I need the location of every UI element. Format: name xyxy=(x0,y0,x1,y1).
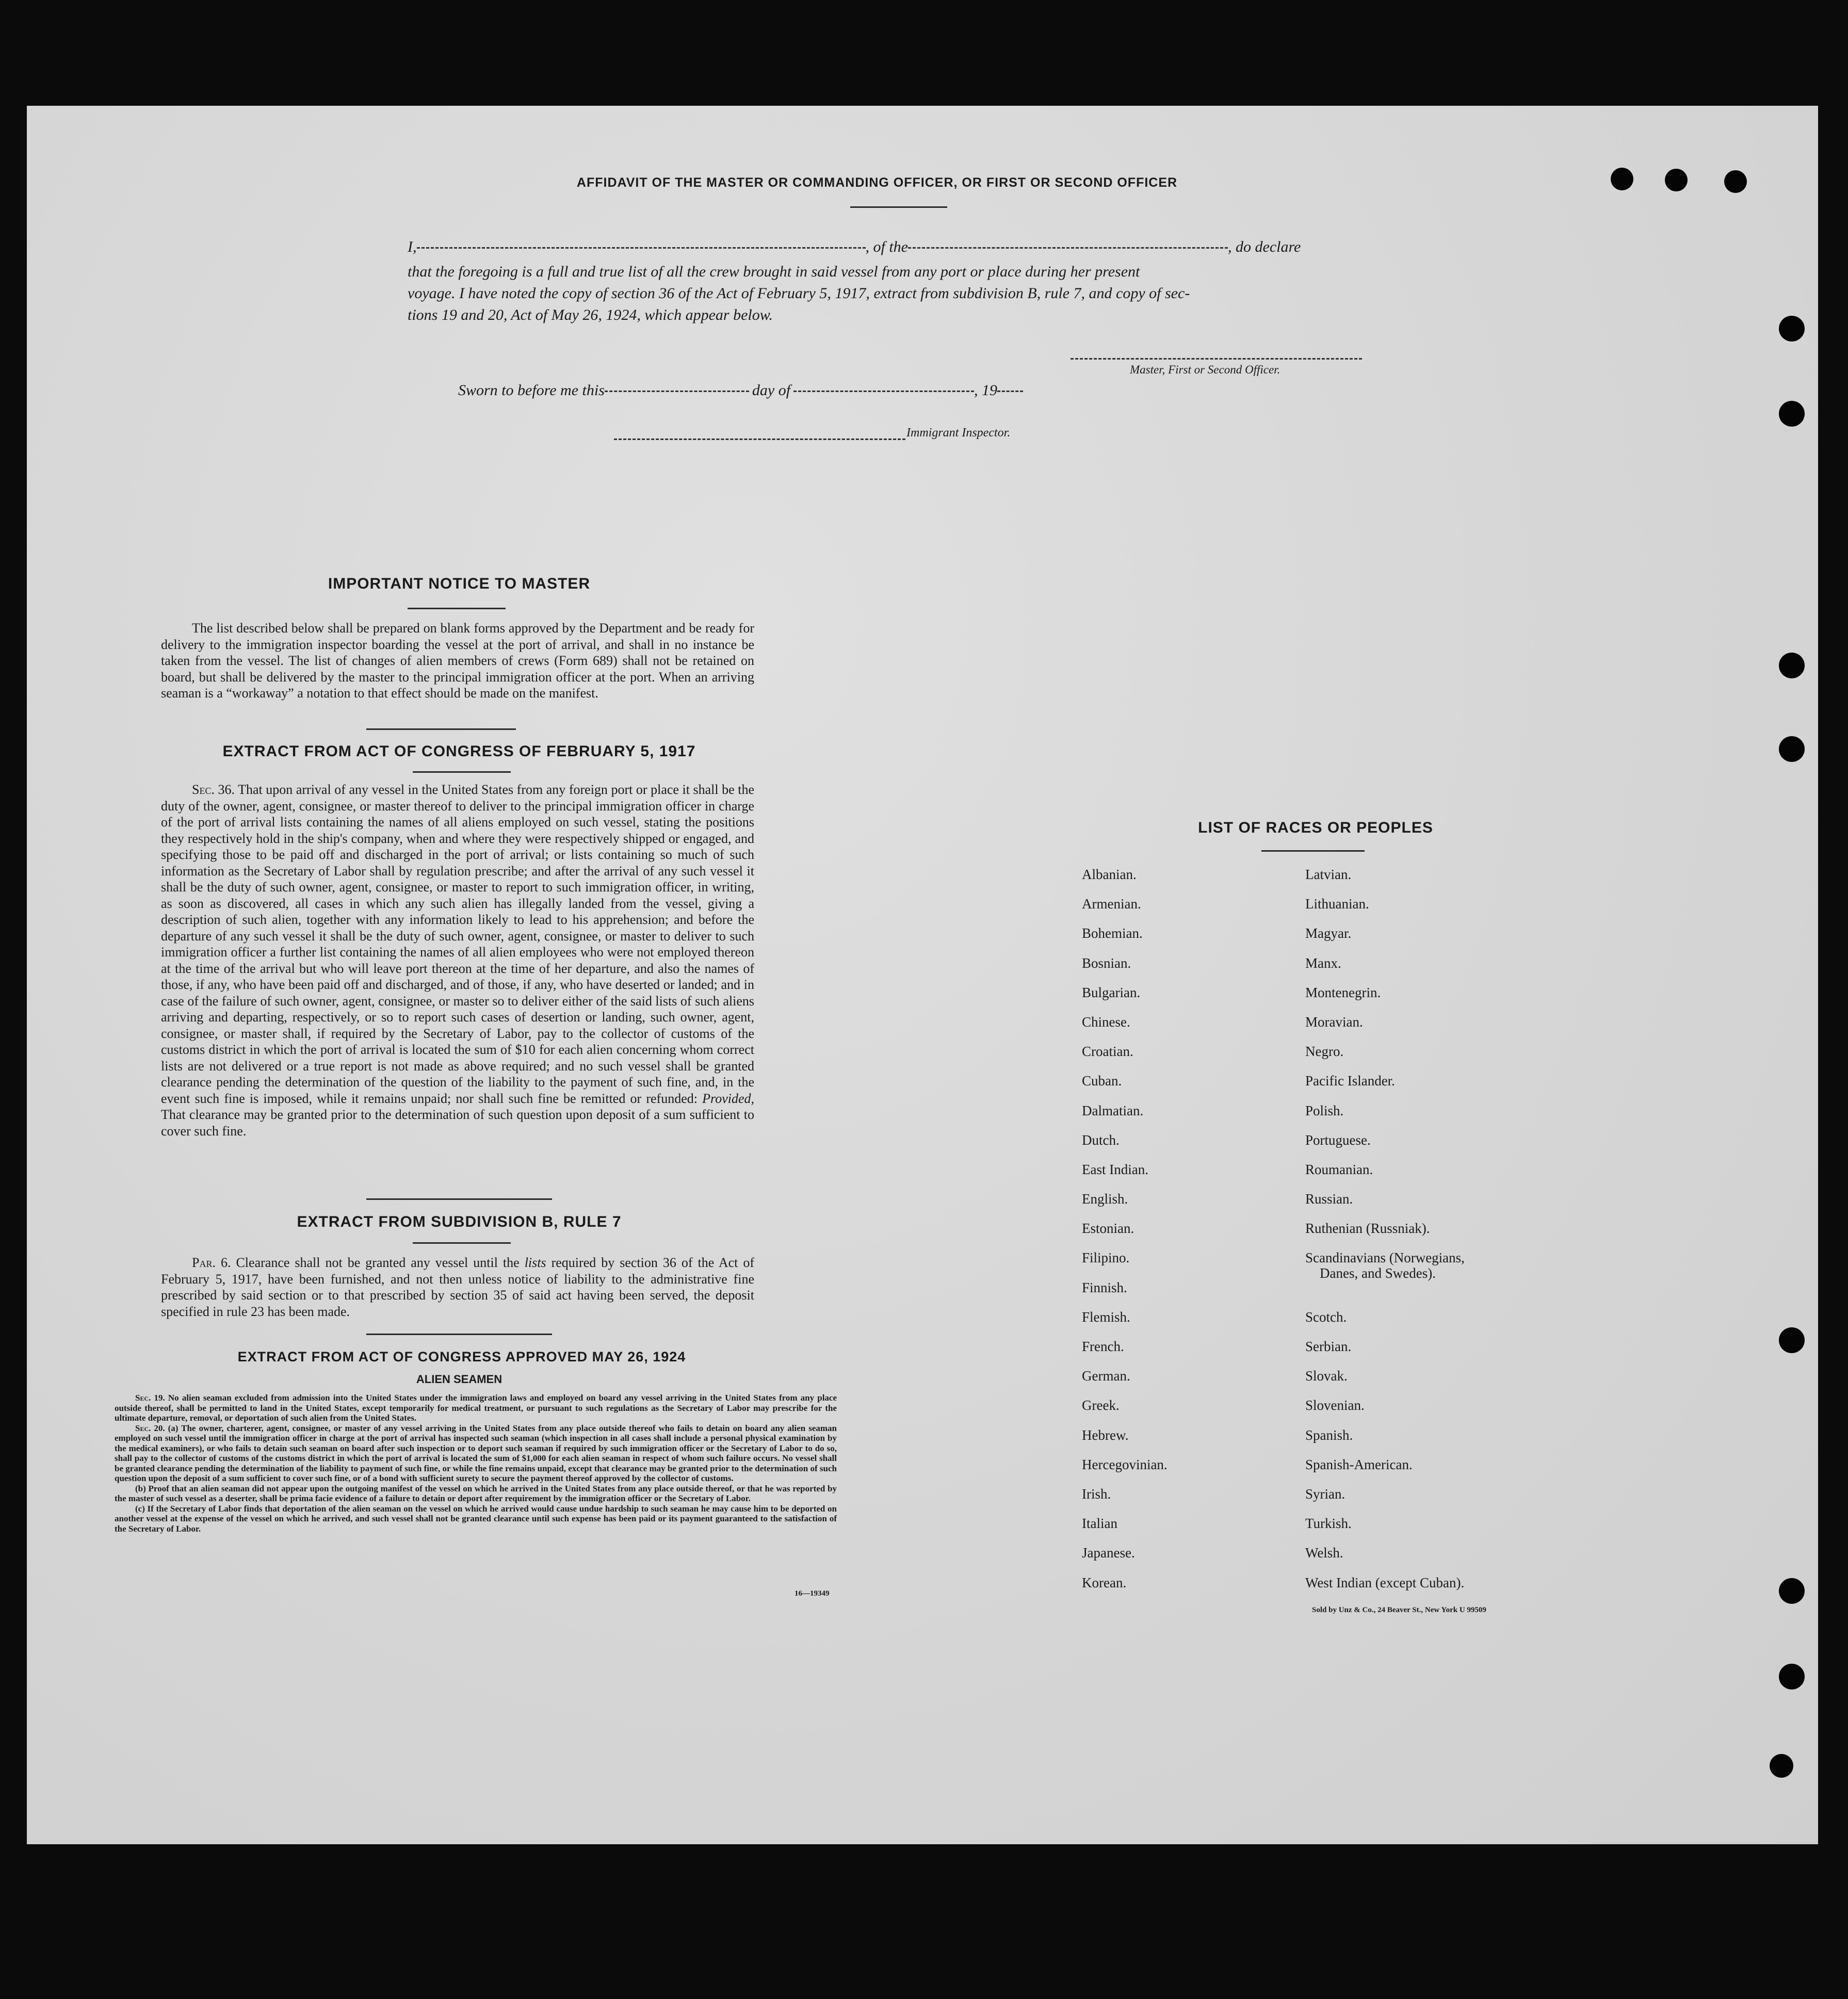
sec-19-label: Sec. 19. xyxy=(135,1393,165,1403)
race-item: Serbian. xyxy=(1305,1339,1352,1355)
affidavit-i: I, xyxy=(408,238,417,255)
sec-36-label: Sec. 36. xyxy=(192,782,235,797)
sec-36-end: That clearance may be granted prior to the determination of such question upon deposit of a sum sufficient to cover such fine. xyxy=(161,1107,754,1139)
affidavit-line-1 xyxy=(408,238,1393,256)
sworn-year: , 19 xyxy=(974,382,998,399)
sec-20c-body: (c) If the Secretary of Labor finds that deportation of the alien seaman on the vessel on which he arrived would cause undue hardship to such seaman he may cause him to be deported on another vessel at the expense of the vessel on which he arrived, and such vessel shall not be granted clearance until such expense has been paid or its payment guaranteed to the satisfaction of the Secretary of Labor. xyxy=(115,1503,837,1534)
provided-word: Provided, xyxy=(702,1091,754,1106)
race-item: Lithuanian. xyxy=(1305,896,1369,912)
race-item: West Indian (except Cuban). xyxy=(1305,1574,1465,1590)
extract-1917-heading: EXTRACT FROM ACT OF CONGRESS OF FEBRUARY 5, 1917 xyxy=(222,743,696,760)
inspector-signature-line xyxy=(614,438,905,440)
inspector-signature-caption: Immigrant Inspector. xyxy=(906,426,1011,440)
race-item: Chinese. xyxy=(1082,1014,1130,1030)
form-number: 16—19349 xyxy=(795,1589,830,1598)
punch-hole xyxy=(1779,653,1805,678)
race-item: Syrian. xyxy=(1305,1486,1346,1502)
punch-hole xyxy=(1665,169,1688,191)
notice-paragraph: The list described below shall be prepared on blank forms approved by the Department and be ready for delivery to the immigration inspector boarding the vessel at the port of arrival, and shall in no instance be taken from the vessel. The list of changes of alien members of crews (Form 689) shall not be retained on board, but shall be delivered by the master to the principal immigration officer at the port. When an arriving seaman is a “workaway” a notation to that effect should be made on the manifest. xyxy=(161,621,754,701)
race-item: Portuguese. xyxy=(1305,1132,1371,1148)
master-signature-caption: Master, First or Second Officer. xyxy=(1130,363,1280,376)
race-item: Armenian. xyxy=(1082,896,1141,912)
affidavit-line-4: tions 19 and 20, Act of May 26, 1924, which appear below. xyxy=(408,306,773,323)
race-item-two-line xyxy=(1305,1250,1465,1309)
race-item: Bohemian. xyxy=(1082,925,1143,941)
divider xyxy=(366,1198,552,1200)
race-item: Bulgarian. xyxy=(1082,984,1141,1000)
sec-19-body: No alien seaman excluded from admission into the United States under the immigration laws and employed on board any vessel arriving in the United States from any place outside thereof, shall be permitted to land in the United States, except temporarily for medical treatment, or pursuant to such regulations as the Secretary of Labor may prescribe for the ultimate departure, removal, or deportation of such alien from the United States. xyxy=(115,1393,837,1423)
notice-text xyxy=(161,620,754,702)
race-item: Manx. xyxy=(1305,955,1341,971)
race-item: Latvian. xyxy=(1305,867,1352,882)
divider xyxy=(1261,850,1365,852)
extract-1924-heading: EXTRACT FROM ACT OF CONGRESS APPROVED MAY 26, 1924 xyxy=(237,1349,686,1364)
race-item: Finnish. xyxy=(1082,1279,1127,1295)
affidavit-title: AFFIDAVIT OF THE MASTER OR COMMANDING OFFICER, OR FIRST OR SECOND OFFICER xyxy=(576,175,1178,190)
race-item: Pacific Islander. xyxy=(1305,1073,1395,1089)
race-item: English. xyxy=(1082,1191,1128,1207)
race-item: Irish. xyxy=(1082,1486,1111,1502)
affidavit-line-2: that the foregoing is a full and true list of all the crew brought in said vessel from any port or place during her present xyxy=(408,263,1140,280)
divider xyxy=(366,728,516,730)
race-item: Japanese. xyxy=(1082,1545,1135,1561)
affidavit-line-3: voyage. I have noted the copy of section 36 of the Act of February 5, 1917, extract from subdivision B, rule 7, and copy of sec- xyxy=(408,285,1190,302)
race-item: Cuban. xyxy=(1082,1073,1122,1089)
race-item: Spanish. xyxy=(1305,1427,1353,1443)
race-item: Roumanian. xyxy=(1305,1161,1373,1177)
divider xyxy=(366,1334,552,1335)
race-item: East Indian. xyxy=(1082,1161,1148,1177)
race-item: Negro. xyxy=(1305,1044,1344,1060)
par-6-label: Par. 6. xyxy=(192,1255,231,1270)
punch-hole xyxy=(1779,316,1805,342)
race-item: Slovak. xyxy=(1305,1368,1348,1384)
race-item: Russian. xyxy=(1305,1191,1353,1207)
race-item: Hercegovinian. xyxy=(1082,1456,1168,1472)
races-right-column xyxy=(1305,867,1465,1604)
rule7-text xyxy=(161,1255,754,1320)
race-item: Welsh. xyxy=(1305,1545,1343,1561)
divider xyxy=(408,608,506,609)
race-item: Dutch. xyxy=(1082,1132,1120,1148)
races-heading: LIST OF RACES OR PEOPLES xyxy=(1198,819,1433,836)
punch-hole xyxy=(1779,1664,1805,1689)
race-item: Moravian. xyxy=(1305,1014,1363,1030)
rule7-body-b: required by section 36 of the Act of February 5, 1917, have been furnished, and not then unless notice of liability to the administrative fine prescribed by said section or to that prescribed by section 35 of said act having been served, the deposit specified in rule 23 has been made. xyxy=(161,1255,755,1319)
race-item: Magyar. xyxy=(1305,925,1352,941)
divider xyxy=(413,771,511,773)
rule7-heading: EXTRACT FROM SUBDIVISION B, RULE 7 xyxy=(297,1213,622,1230)
race-item: Croatian. xyxy=(1082,1044,1133,1060)
race-line: Danes, and Swedes). xyxy=(1320,1265,1436,1281)
sec-20-label: Sec. 20. xyxy=(135,1423,165,1433)
race-item: Montenegrin. xyxy=(1305,984,1381,1000)
race-item: Korean. xyxy=(1082,1574,1127,1590)
divider xyxy=(413,1242,511,1244)
sec-20a-body: (a) The owner, charterer, agent, consignee, or master of any vessel arriving in the United States from any place outside thereof who fails to detain on board any alien seaman employed on such vessel until the immigration officer in charge at the port of arrival has inspected such seaman (which inspection in all cases shall include a personal physical examination by the medical examiners), or who fails to detain such seaman on board after such inspection or to deport such seaman if required by such immigration officer or the Secretary of Labor to do so, shall pay to the collector of customs of the customs district in which the port of arrival is located the sum of $1,000 for each alien seaman in respect of whom such failure occurs. No vessel shall be granted clearance pending the determination of the liability to payment of such fine, or while the fine remains unpaid, except that clearance may be granted prior to the determination of such question upon the deposit of a sum sufficient to cover such fine, or of a bond with sufficient surety to secure the payment thereof approved by the collector of customs. xyxy=(115,1423,837,1483)
race-item: Flemish. xyxy=(1082,1309,1130,1325)
alien-seamen-subheading: ALIEN SEAMEN xyxy=(416,1373,502,1386)
punch-hole xyxy=(1779,1578,1805,1604)
race-item: Dalmatian. xyxy=(1082,1102,1144,1118)
race-item: Spanish-American. xyxy=(1305,1456,1413,1472)
race-item: Scotch. xyxy=(1305,1309,1347,1325)
race-item: Italian xyxy=(1082,1516,1117,1532)
master-signature-line xyxy=(1071,358,1362,360)
race-item: Polish. xyxy=(1305,1102,1344,1118)
sec-20b-body: (b) Proof that an alien seaman did not appear upon the outgoing manifest of the vessel on which he arrived in the United States from any place outside thereof, or that he was reported by the master of such vessel as a deserter, shall be prima facie evidence of a failure to detain or deport after requirement by the immigration officer or the Secretary of Labor. xyxy=(115,1483,837,1503)
race-line: Scandinavians (Norwegians, xyxy=(1305,1250,1465,1266)
publisher-note: Sold by Unz & Co., 24 Beaver St., New York U 99509 xyxy=(1312,1606,1486,1614)
rule7-body-a: Clearance shall not be granted any vessel until the xyxy=(236,1255,520,1270)
race-item: French. xyxy=(1082,1339,1124,1354)
extract-1924-text xyxy=(115,1393,837,1534)
race-item: Albanian. xyxy=(1082,867,1137,882)
affidavit-do-declare: , do declare xyxy=(1228,238,1301,255)
notice-heading: IMPORTANT NOTICE TO MASTER xyxy=(328,575,591,592)
extract-1917-text xyxy=(161,782,754,1139)
sworn-day-of: day of xyxy=(752,382,791,399)
punch-hole xyxy=(1779,1327,1805,1353)
sworn-text: Sworn to before me this xyxy=(458,382,605,399)
divider xyxy=(850,206,947,208)
punch-hole xyxy=(1779,401,1805,427)
affidavit-of-the: , of the xyxy=(865,238,908,255)
race-item: Ruthenian (Russniak). xyxy=(1305,1221,1430,1237)
race-item: Filipino. xyxy=(1082,1250,1130,1266)
race-item: Estonian. xyxy=(1082,1221,1134,1237)
punch-hole xyxy=(1770,1754,1793,1778)
race-item: Slovenian. xyxy=(1305,1397,1365,1413)
race-item: Hebrew. xyxy=(1082,1427,1129,1443)
lists-word: lists xyxy=(524,1255,546,1270)
race-item: Turkish. xyxy=(1305,1516,1352,1532)
sec-36-body: That upon arrival of any vessel in the United States from any foreign port or place it shall be the duty of the owner, agent, consignee, or master thereof to deliver to the principal immigration officer in charge of the port of arrival lists containing the names of all aliens employed on such vessel, stating the positions they respectively hold in the ship's company, when and where they were respectively shipped or engaged, and specifying those to be paid off and discharged in the port of arrival; or lists containing so much of such information as the Secretary of Labor shall by regulation prescribe; and after the arrival of any such vessel it shall be the duty of such owner, agent, consignee, or master to report to such immigration officer, in writing, as soon as discovered, all cases in which any such alien has illegally landed from the vessel, giving a description of such alien, together with any information likely to lead to his apprehension; and before the departure of any such vessel it shall be the duty of such owner, agent, consignee, or master to deliver to such immigration officer a further list containing the names of all alien employees who were not employed thereon at the time of the arrival but who will leave port thereon at the time of her departure, and also the names of those, if any, who have been paid off and discharged, and of those, if any, who have deserted or landed; and in case of the failure of such owner, agent, consignee, or master so to deliver either of the said lists of such aliens arriving and departing, respectively, or so to report such cases of desertion or landing, such owner, agent, consignee, or master shall, if required by the Secretary of Labor, pay to the collector of customs of the customs district in which the port of arrival is located the sum of $10 for each alien concerning whom correct lists are not delivered or a true report is not made as above required; and no such vessel shall be granted clearance pending the determination of the question of the liability to the payment of such fine, and, in the event such fine is imposed, while it remains unpaid; nor shall such fine be remitted or refunded: xyxy=(161,782,755,1106)
races-left-column xyxy=(1082,867,1168,1604)
punch-hole xyxy=(1611,168,1633,190)
race-item: Greek. xyxy=(1082,1397,1120,1413)
sworn-line xyxy=(458,382,1444,399)
punch-hole xyxy=(1724,170,1747,193)
race-item: Bosnian. xyxy=(1082,955,1131,971)
punch-hole xyxy=(1779,736,1805,762)
race-item: German. xyxy=(1082,1368,1130,1384)
